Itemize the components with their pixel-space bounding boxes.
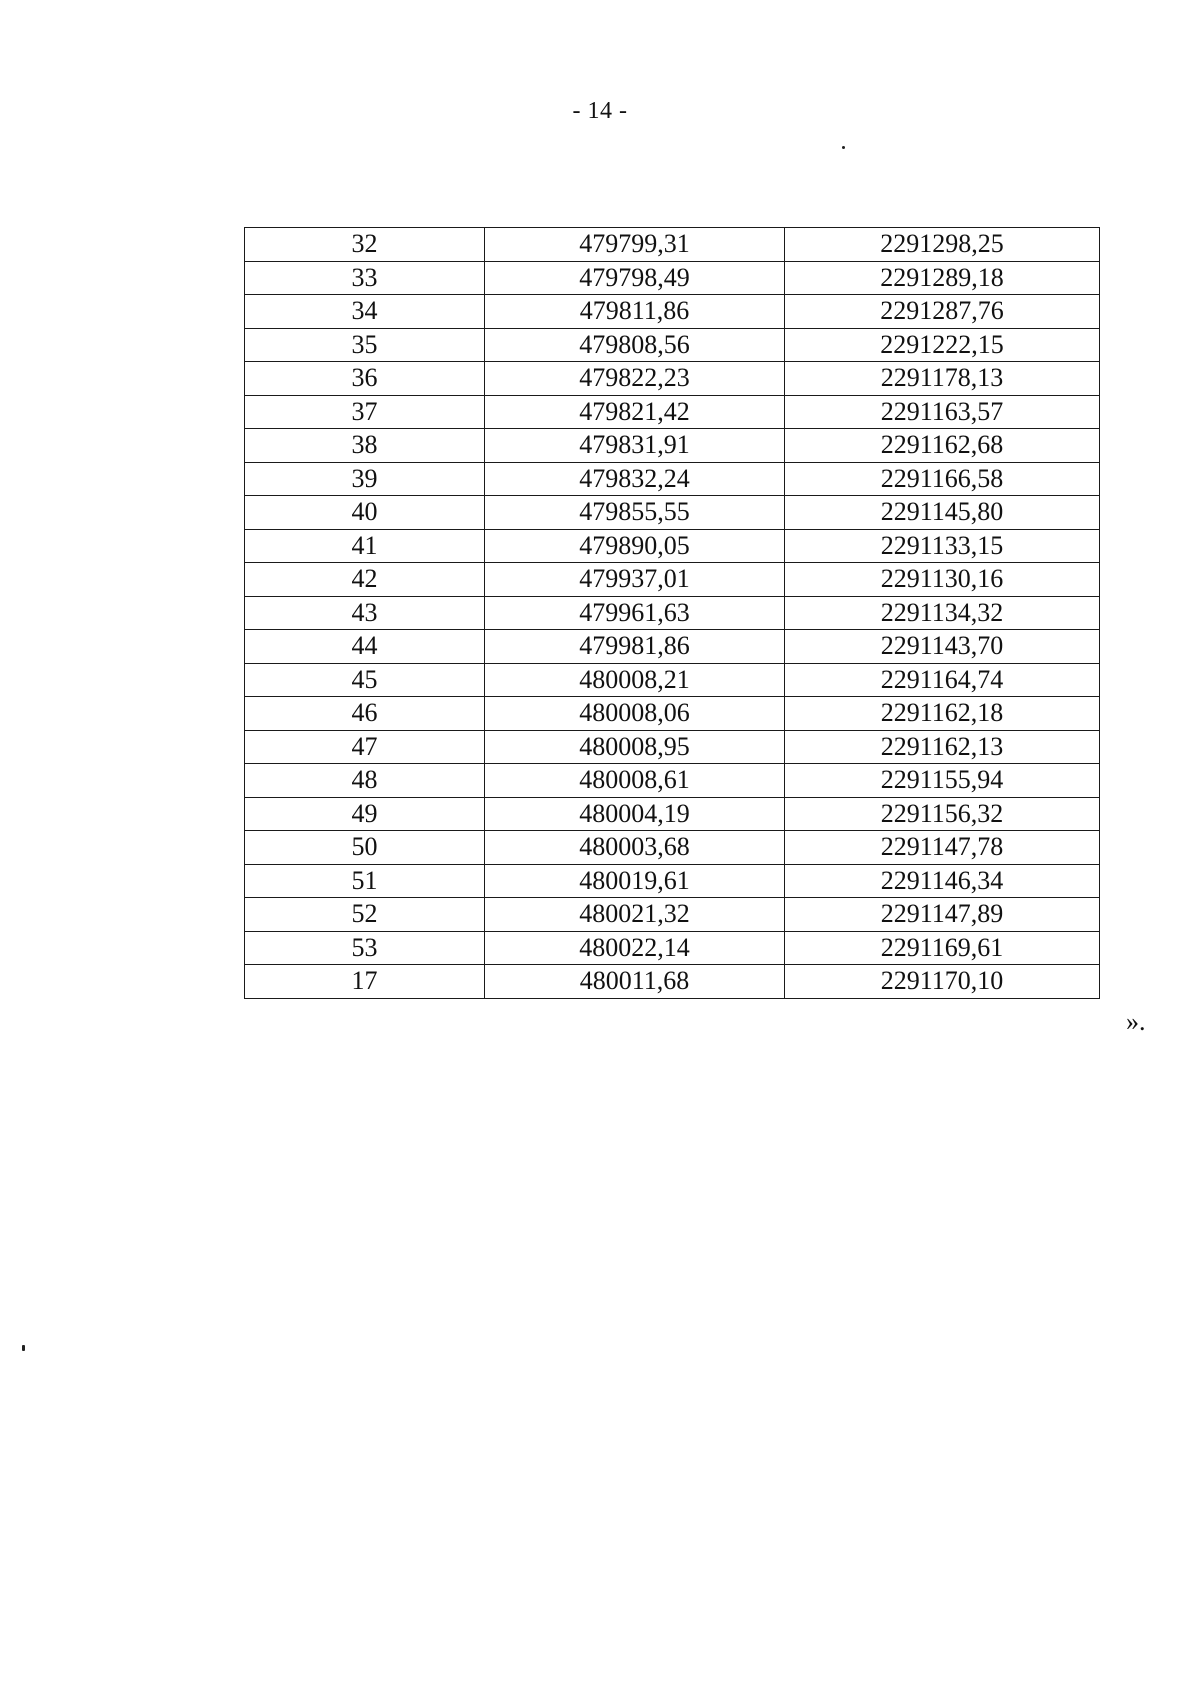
y-coordinate-cell: 2291162,68 [785, 429, 1100, 463]
table-row [245, 395, 1100, 429]
y-coordinate-cell: 2291155,94 [785, 764, 1100, 798]
point-number-cell: 51 [245, 864, 485, 898]
point-number-cell: 49 [245, 797, 485, 831]
x-coordinate-cell: 480021,32 [485, 898, 785, 932]
table-row [245, 261, 1100, 295]
x-coordinate-cell: 480019,61 [485, 864, 785, 898]
point-number-cell: 32 [245, 228, 485, 262]
x-coordinate-cell: 479799,31 [485, 228, 785, 262]
table-row [245, 831, 1100, 865]
x-coordinate-cell: 479808,56 [485, 328, 785, 362]
point-number-cell: 35 [245, 328, 485, 362]
y-coordinate-cell: 2291178,13 [785, 362, 1100, 396]
x-coordinate-cell: 480008,06 [485, 697, 785, 731]
point-number-cell: 39 [245, 462, 485, 496]
table-row [245, 898, 1100, 932]
table-row [245, 228, 1100, 262]
point-number-cell: 17 [245, 965, 485, 999]
y-coordinate-cell: 2291143,70 [785, 630, 1100, 664]
table-row [245, 362, 1100, 396]
scan-speck [842, 146, 845, 149]
y-coordinate-cell: 2291298,25 [785, 228, 1100, 262]
point-number-cell: 45 [245, 663, 485, 697]
table-row [245, 462, 1100, 496]
table-row [245, 328, 1100, 362]
x-coordinate-cell: 479855,55 [485, 496, 785, 530]
x-coordinate-cell: 479831,91 [485, 429, 785, 463]
point-number-cell: 46 [245, 697, 485, 731]
point-number-cell: 53 [245, 931, 485, 965]
x-coordinate-cell: 480008,21 [485, 663, 785, 697]
table-row [245, 730, 1100, 764]
table-row [245, 429, 1100, 463]
coordinates-table [244, 227, 1100, 999]
x-coordinate-cell: 480022,14 [485, 931, 785, 965]
point-number-cell: 37 [245, 395, 485, 429]
y-coordinate-cell: 2291133,15 [785, 529, 1100, 563]
x-coordinate-cell: 479832,24 [485, 462, 785, 496]
y-coordinate-cell: 2291170,10 [785, 965, 1100, 999]
table-row [245, 931, 1100, 965]
y-coordinate-cell: 2291162,13 [785, 730, 1100, 764]
table-row [245, 965, 1100, 999]
y-coordinate-cell: 2291145,80 [785, 496, 1100, 530]
table-row [245, 529, 1100, 563]
table-row [245, 630, 1100, 664]
point-number-cell: 34 [245, 295, 485, 329]
x-coordinate-cell: 479811,86 [485, 295, 785, 329]
x-coordinate-cell: 480008,61 [485, 764, 785, 798]
x-coordinate-cell: 479981,86 [485, 630, 785, 664]
point-number-cell: 47 [245, 730, 485, 764]
coordinates-table-body [245, 228, 1100, 999]
point-number-cell: 36 [245, 362, 485, 396]
x-coordinate-cell: 479937,01 [485, 563, 785, 597]
point-number-cell: 48 [245, 764, 485, 798]
point-number-cell: 43 [245, 596, 485, 630]
y-coordinate-cell: 2291147,89 [785, 898, 1100, 932]
table-row [245, 295, 1100, 329]
table-row [245, 764, 1100, 798]
point-number-cell: 40 [245, 496, 485, 530]
y-coordinate-cell: 2291169,61 [785, 931, 1100, 965]
point-number-cell: 42 [245, 563, 485, 597]
x-coordinate-cell: 479798,49 [485, 261, 785, 295]
y-coordinate-cell: 2291289,18 [785, 261, 1100, 295]
closing-quote-mark: ». [1126, 1007, 1146, 1036]
y-coordinate-cell: 2291162,18 [785, 697, 1100, 731]
table-row [245, 663, 1100, 697]
y-coordinate-cell: 2291166,58 [785, 462, 1100, 496]
table-row [245, 563, 1100, 597]
x-coordinate-cell: 480011,68 [485, 965, 785, 999]
scan-speck [22, 1345, 25, 1351]
point-number-cell: 33 [245, 261, 485, 295]
y-coordinate-cell: 2291134,32 [785, 596, 1100, 630]
y-coordinate-cell: 2291147,78 [785, 831, 1100, 865]
y-coordinate-cell: 2291164,74 [785, 663, 1100, 697]
y-coordinate-cell: 2291287,76 [785, 295, 1100, 329]
y-coordinate-cell: 2291156,32 [785, 797, 1100, 831]
x-coordinate-cell: 480003,68 [485, 831, 785, 865]
table-row [245, 596, 1100, 630]
y-coordinate-cell: 2291146,34 [785, 864, 1100, 898]
page-number: - 14 - [572, 98, 628, 124]
x-coordinate-cell: 479961,63 [485, 596, 785, 630]
table-row [245, 864, 1100, 898]
point-number-cell: 52 [245, 898, 485, 932]
x-coordinate-cell: 479890,05 [485, 529, 785, 563]
x-coordinate-cell: 480004,19 [485, 797, 785, 831]
point-number-cell: 44 [245, 630, 485, 664]
point-number-cell: 38 [245, 429, 485, 463]
x-coordinate-cell: 479822,23 [485, 362, 785, 396]
table-row [245, 797, 1100, 831]
y-coordinate-cell: 2291163,57 [785, 395, 1100, 429]
table-row [245, 496, 1100, 530]
y-coordinate-cell: 2291222,15 [785, 328, 1100, 362]
point-number-cell: 41 [245, 529, 485, 563]
point-number-cell: 50 [245, 831, 485, 865]
y-coordinate-cell: 2291130,16 [785, 563, 1100, 597]
x-coordinate-cell: 480008,95 [485, 730, 785, 764]
table-row [245, 697, 1100, 731]
x-coordinate-cell: 479821,42 [485, 395, 785, 429]
